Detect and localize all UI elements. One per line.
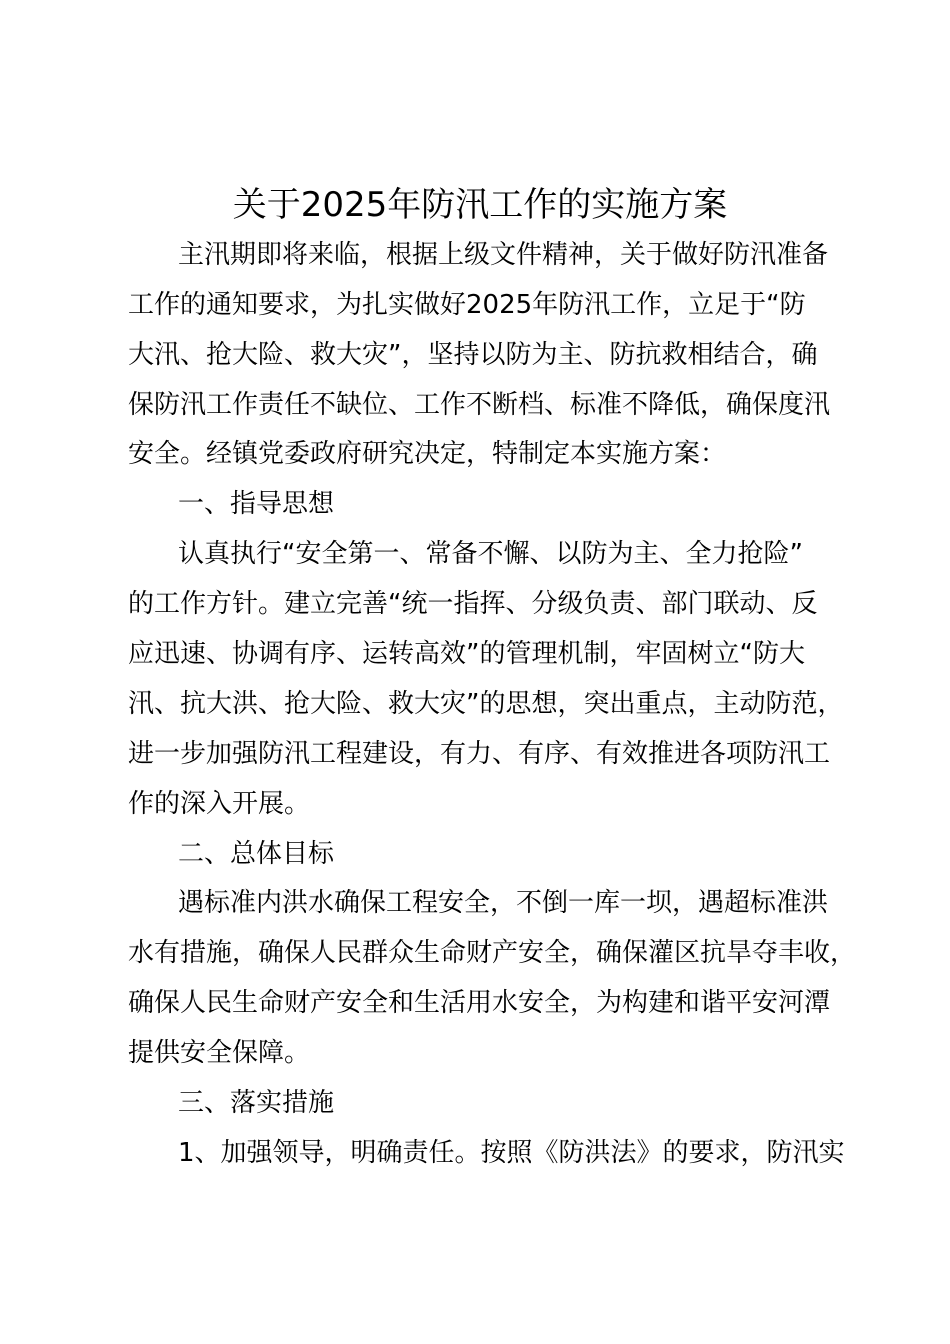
document-title: 关于2025年防汛工作的实施方案 <box>232 185 728 225</box>
paragraph-line: 安全。经镇党委政府研究决定，特制定本实施方案： <box>128 439 727 469</box>
paragraph-line: 应迅速、协调有序、运转高效”的管理机制，牢固树立“防大 <box>128 639 805 669</box>
paragraph-line: 进一步加强防汛工程建设，有力、有序、有效推进各项防汛工 <box>128 739 831 769</box>
paragraph-line: 作的深入开展。 <box>128 789 311 819</box>
paragraph-line: 遇标准内洪水确保工程安全，不倒一库一坝，遇超标准洪 <box>178 888 829 918</box>
section-heading: 二、总体目标 <box>178 839 335 869</box>
paragraph-line: 确保人民生命财产安全和生活用水安全，为构建和谐平安河潭 <box>128 988 831 1018</box>
paragraph-line: 汛、抗大洪、抢大险、救大灾”的思想，突出重点，主动防范， <box>128 689 844 719</box>
paragraph-line: 主汛期即将来临，根据上级文件精神，关于做好防汛准备 <box>178 240 829 270</box>
paragraph-line: 提供安全保障。 <box>128 1038 311 1068</box>
paragraph-line: 工作的通知要求，为扎实做好2025年防汛工作，立足于“防 <box>128 290 806 320</box>
paragraph-line: 水有措施，确保人民群众生命财产安全，确保灌区抗旱夺丰收， <box>128 938 857 968</box>
paragraph-line: 认真执行“安全第一、常备不懈、以防为主、全力抢险” <box>178 539 803 569</box>
paragraph-line: 的工作方针。建立完善“统一指挥、分级负责、部门联动、反 <box>128 589 818 619</box>
paragraph-line: 大汛、抢大险、救大灾”，坚持以防为主、防抗救相结合，确 <box>128 340 818 370</box>
paragraph-line: 1、加强领导，明确责任。按照《防洪法》的要求，防汛实 <box>178 1138 845 1168</box>
paragraph-line: 保防汛工作责任不缺位、工作不断档、标准不降低，确保度汛 <box>128 390 831 420</box>
section-heading: 一、指导思想 <box>178 489 335 519</box>
section-heading: 三、落实措施 <box>178 1088 335 1118</box>
